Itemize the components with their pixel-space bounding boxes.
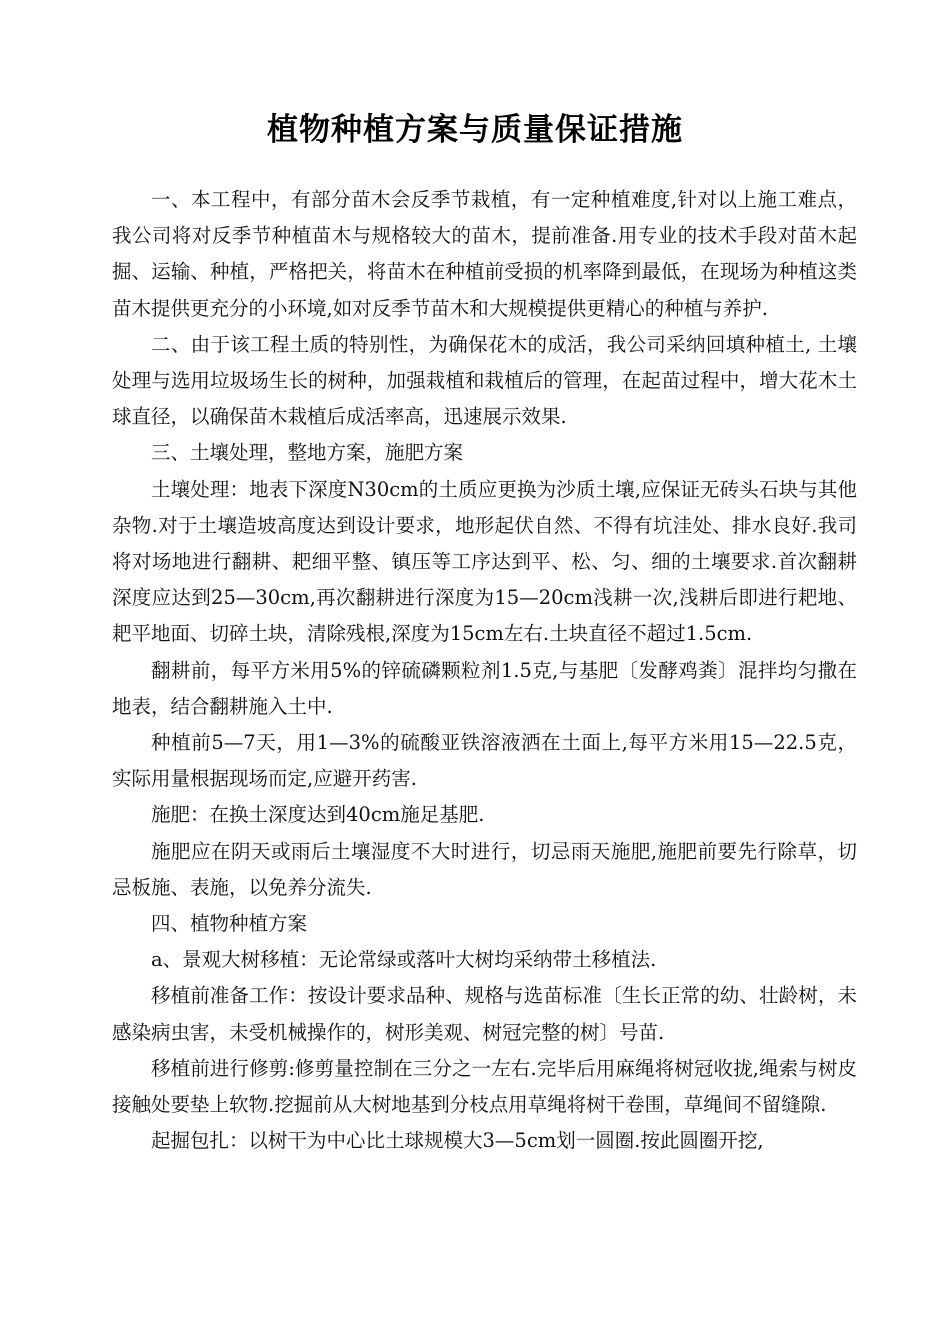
- paragraph-fertilizing-notes: 施肥应在阴天或雨后土壤湿度不大时进行，切忌雨天施肥,施肥前要先行除草，切忌板施、表施，以免养分流失.: [112, 839, 857, 899]
- document-body: [112, 182, 857, 1159]
- paragraph-pruning: 移植前进行修剪:修剪量控制在三分之一左右.完毕后用麻绳将树冠收拢,绳索与树皮接触处要垫上软物.挖掘前从大树地基到分枝点用草绳将树干卷围，草绳间不留缝隙.: [112, 1056, 857, 1117]
- paragraph-2: 二、由于该工程土质的特别性，为确保花木的成活，我公司采纳回填种植土, 土壤处理与选用垃圾场生长的树种，加强栽植和栽植后的管理，在起苗过程中，增大花木土球直径，以确保苗木栽植后成活率高，迅速展示效果.: [112, 332, 857, 429]
- document-title: 植物种植方案与质量保证措施: [267, 112, 683, 148]
- paragraph-digging: 起掘包扎：以树干为中心比土球规模大3—5cm划一圆圈.按此圆圈开挖,: [151, 1129, 764, 1153]
- paragraph-pre-planting: 种植前5—7天，用1—3%的硫酸亚铁溶液洒在土面上,每平方米用15—22.5克，实际用量根据现场而定,应避开药害.: [112, 731, 857, 791]
- paragraph-tree-transplant: a、景观大树移植：无论常绿或落叶大树均采纳带土移植法.: [151, 948, 657, 972]
- paragraph-tillage: 翻耕前，每平方米用5%的锌硫磷颗粒剂1.5克,与基肥〔发酵鸡粪〕混拌均匀撒在地表，结合翻耕施入土中.: [112, 658, 857, 718]
- paragraph-soil-treatment: 土壤处理：地表下深度Ν30cm的土质应更换为沙质土壤,应保证无砖头石块与其他杂物.对于土壤造坡高度达到设计要求，地形起伏自然、不得有坑洼处、排水良好.我司将对场地进行翻耕、耙细平整、镇压等工序达到平、松、匀、细的土壤要求.首次翻耕深度应达到25—30cm,再次翻耕进行深度为15—20cm浅耕一次,浅耕后即进行耙地、耙平地面、切碎土块，清除残根,深度为15cm左右.土块直径不超过1.5cm.: [112, 477, 857, 646]
- section-heading-4: 四、植物种植方案: [151, 912, 308, 936]
- paragraph-1: 一、本工程中，有部分苗木会反季节栽植，有一定种植难度,针对以上施工难点，我公司将对反季节种植苗木与规格较大的苗木，提前准备.用专业的技术手段对苗木起掘、运输、种植，严格把关，将苗木在种植前受损的机率降到最低，在现场为种植这类苗木提供更充分的小环境,如对反季节苗木和大规模提供更精心的种植与养护.: [112, 188, 857, 320]
- paragraph-preparation: 移植前准备工作：按设计要求品种、规格与选苗标准〔生长正常的幼、壮龄树，未感染病虫害，未受机械操作的，树形美观、树冠完整的树〕号苗.: [112, 984, 857, 1044]
- paragraph-fertilizing: 施肥：在换土深度达到40cm施足基肥.: [151, 803, 485, 827]
- section-heading-3: 三、土壤处理，整地方案，施肥方案: [151, 441, 464, 465]
